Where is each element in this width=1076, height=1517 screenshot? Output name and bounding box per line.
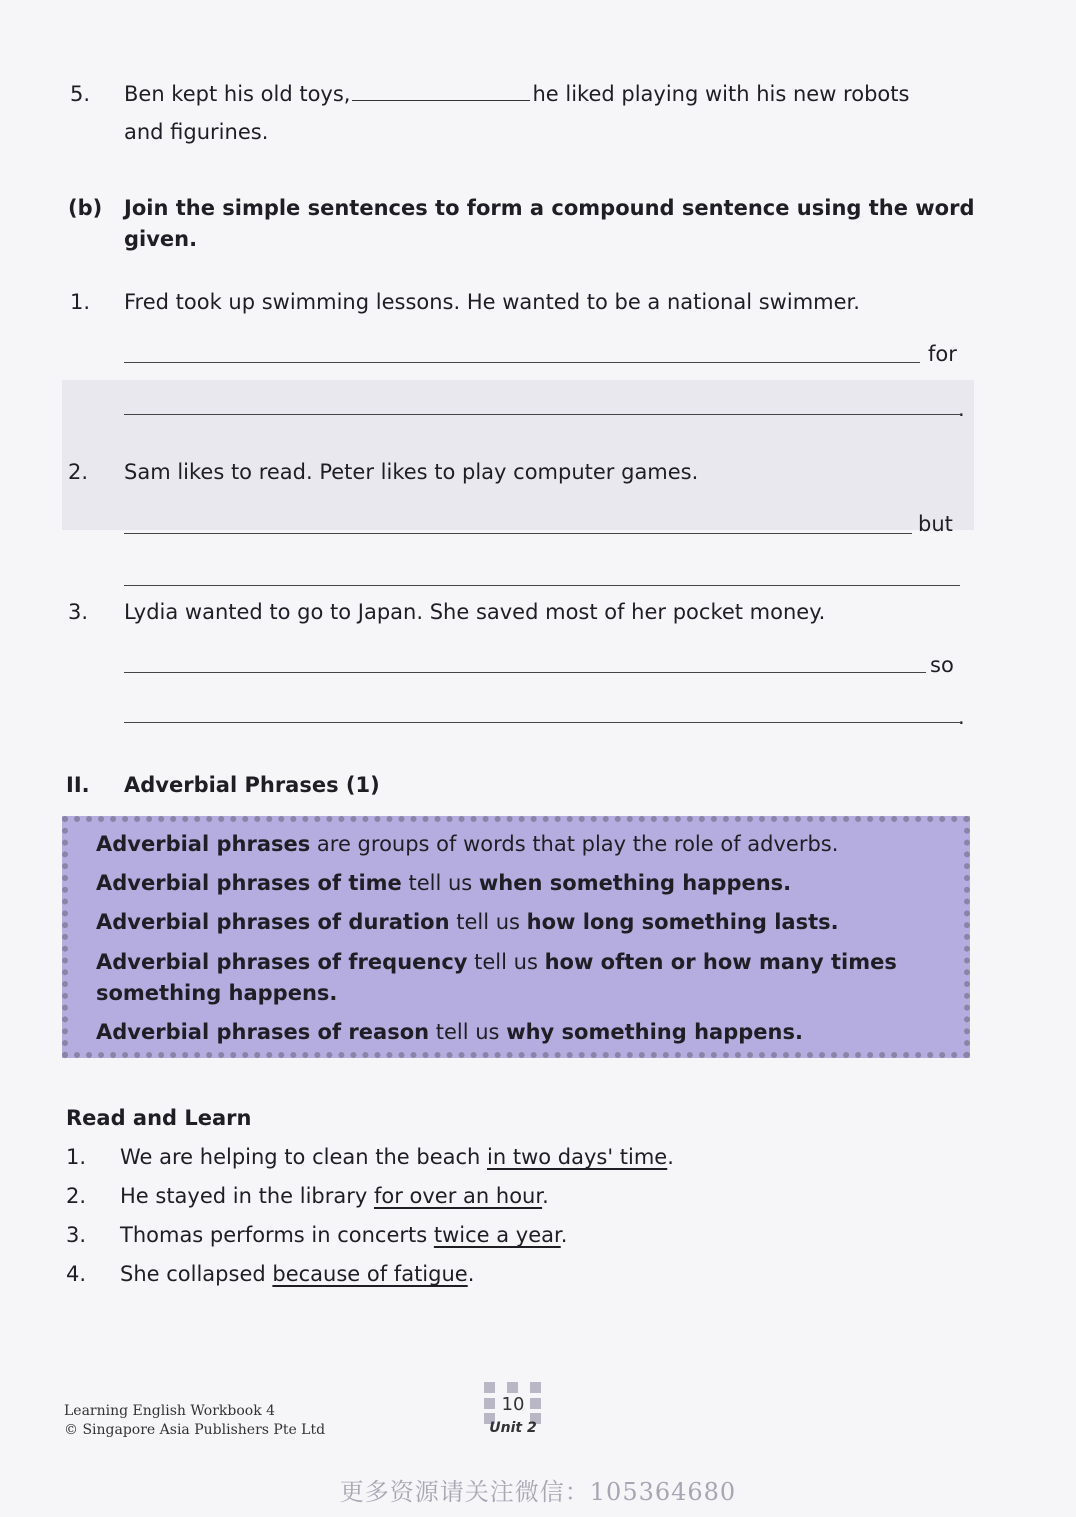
definition-row-5: Adverbial phrases of reason tell us why something happens. [96,1020,803,1044]
page-number-badge [480,1382,546,1438]
b3-period: . [958,705,965,729]
badge-square-icon [484,1382,495,1393]
b2-sentence: Sam likes to read. Peter likes to play computer games. [124,460,699,484]
q5-number: 5. [70,82,91,106]
rl-3-sentence: Thomas performs in concerts twice a year. [120,1223,568,1247]
b1-answer-line-1[interactable] [124,362,920,363]
rl-3-number: 3. [66,1223,87,1247]
q5-text-after: he liked playing with his new robots [532,82,910,106]
definition-row-3: Adverbial phrases of duration tell us how long something lasts. [96,910,839,934]
definition-row-4: Adverbial phrases of frequency tell us how often or how many times [96,950,897,974]
rl-4-number: 4. [66,1262,87,1286]
b1-period: . [958,397,965,421]
b3-answer-line-1[interactable] [124,672,926,673]
b3-number: 3. [68,600,89,624]
q5-line1 [124,82,909,106]
part-b-instruction-1: Join the simple sentences to form a compound sentence using the word [124,196,975,220]
rl-4-adverbial: because of fatigue [272,1262,468,1286]
b3-answer-line-2[interactable] [124,722,960,723]
b2-number: 2. [68,460,89,484]
footer-credits [64,1402,325,1440]
read-learn-title: Read and Learn [66,1106,252,1130]
part-b-label: (b) [68,196,103,220]
definition-box [62,816,970,1058]
definition-row-4b: something happens. [96,981,338,1005]
rl-1-adverbial: in two days' time [487,1145,668,1169]
part-b-instruction-2: given. [124,227,198,251]
rl-2-adverbial: for over an hour [373,1184,543,1208]
footer-publisher: © Singapore Asia Publishers Pte Ltd [64,1422,326,1438]
rl-4-sentence: She collapsed because of fatigue. [120,1262,475,1286]
q5-text-before: Ben kept his old toys, [124,82,351,106]
section-2-title: Adverbial Phrases (1) [124,773,380,797]
rl-1-number: 1. [66,1145,87,1169]
b2-answer-line-2[interactable] [124,585,960,586]
unit-label: Unit 2 [489,1420,537,1436]
show-through-panel [62,380,974,530]
rl-1-sentence: We are helping to clean the beach in two days' time. [120,1145,674,1169]
badge-square-icon [507,1382,518,1393]
section-2-number: II. [66,773,90,797]
q5-blank[interactable] [352,83,530,101]
b1-conjunction: for [928,342,957,366]
b3-sentence: Lydia wanted to go to Japan. She saved most of her pocket money. [124,600,826,624]
b2-answer-line-1[interactable] [124,533,912,534]
definition-row-2: Adverbial phrases of time tell us when something happens. [96,871,792,895]
watermark-text: 更多资源请关注微信：105364680 [339,1478,737,1506]
q5-line2: and figurines. [124,120,269,144]
b3-conjunction: so [930,653,954,677]
page-number: 10 [501,1394,525,1415]
badge-square-icon [530,1382,541,1393]
b2-conjunction: but [918,512,953,536]
definition-row-1: Adverbial phrases are groups of words that play the role of adverbs. [96,832,839,856]
footer-book-title: Learning English Workbook 4 [64,1403,276,1419]
rl-3-adverbial: twice a year [433,1223,561,1247]
b1-answer-line-2[interactable] [124,414,960,415]
b1-number: 1. [70,290,91,314]
rl-2-sentence: He stayed in the library for over an hour. [120,1184,549,1208]
b1-sentence: Fred took up swimming lessons. He wanted to be a national swimmer. [124,290,860,314]
rl-2-number: 2. [66,1184,87,1208]
